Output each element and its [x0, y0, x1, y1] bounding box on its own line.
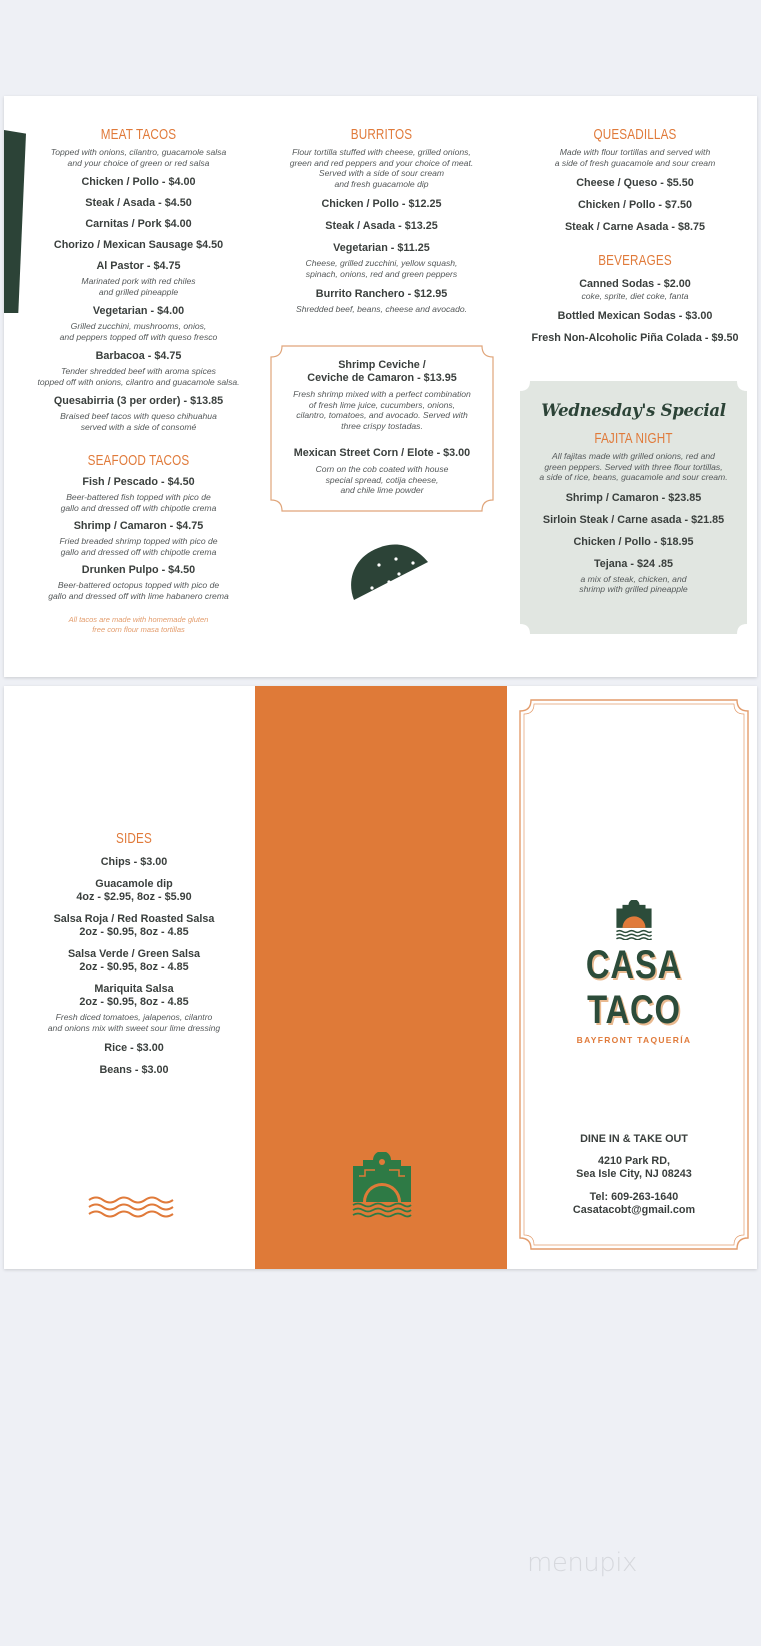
meat-tacos-list — [26, 176, 251, 432]
list-item — [26, 395, 251, 432]
item-name: Chicken / Pollo - $7.50 — [577, 199, 692, 211]
phone-number: Tel: 609-263-1640 — [589, 1190, 679, 1203]
brand-logo-icon — [615, 900, 653, 940]
item-name: Barbacoa - $4.75 — [95, 350, 182, 362]
item-name: 2oz - $0.95, 8oz - 4.85 — [79, 996, 189, 1008]
item-name: Cheese / Queso - $5.50 — [576, 177, 694, 189]
list-item — [516, 199, 754, 212]
sides-list — [24, 856, 244, 1077]
list-item — [24, 983, 244, 1033]
service-type: DINE IN & TAKE OUT — [580, 1133, 688, 1145]
item-description: Cheese, grilled zucchini, yellow squash, spinach, onions, red and green peppers — [305, 258, 458, 279]
orange-cover-panel — [255, 686, 507, 1269]
item-description: Beer-battered fish topped with pico de gallo and dressed off with chipotle crema — [60, 492, 217, 513]
item-name: Salsa Roja / Red Roasted Salsa — [53, 913, 215, 925]
email-address: Casatacobt@gmail.com — [572, 1204, 696, 1216]
item-name: Shrimp / Camaron - $23.85 — [565, 491, 702, 504]
menu-page-back — [4, 686, 757, 1269]
fajita-description: All fajitas made with grilled onions, red and green peppers. Served with three flour tortillas, a side of rice, beans, guacamole and sour cream. — [539, 451, 728, 482]
item-name: Rice - $3.00 — [104, 1042, 164, 1054]
item-name: Vegetarian - $4.00 — [92, 305, 185, 317]
item-description: Marinated pork with red chiles and grilled pineapple — [81, 276, 196, 297]
list-item — [26, 260, 251, 297]
meat-tacos-description: Topped with onions, cilantro, guacamole salsa and your choice of green or red salsa — [50, 147, 227, 168]
list-item — [26, 176, 251, 189]
item-description: Shredded beef, beans, cheese and avocado. — [295, 304, 468, 314]
list-item — [26, 239, 251, 252]
quesadillas-heading: QUESADILLAS — [593, 126, 677, 143]
item-name: Tejana - $24 .85 — [593, 557, 674, 570]
beverages-heading: BEVERAGES — [598, 252, 672, 269]
seafood-tacos-list — [26, 476, 251, 601]
item-name: Beans - $3.00 — [99, 1064, 169, 1076]
item-name: Salsa Verde / Green Salsa — [67, 948, 201, 960]
item-name: Steak / Asada - $4.50 — [85, 197, 192, 209]
quesadillas-list — [516, 177, 754, 234]
meat-tacos-section — [26, 126, 251, 635]
list-item — [269, 242, 494, 279]
burritos-list — [269, 198, 494, 315]
beverages-list — [516, 278, 754, 345]
sides-section — [24, 830, 244, 1077]
item-name: Quesabirria (3 per order) - $13.85 — [53, 395, 224, 407]
wednesday-special-box — [520, 381, 747, 634]
list-item — [526, 536, 741, 549]
item-name: Chicken / Pollo - $18.95 — [573, 535, 694, 548]
address-line-1: 4210 Park RD, — [597, 1154, 671, 1167]
brand-tagline: BAYFRONT TAQUERÍA — [576, 1035, 692, 1045]
list-item — [24, 856, 244, 869]
taqueria-logo-icon — [351, 1152, 413, 1218]
burritos-description: Flour tortilla stuffed with cheese, grilled onions, green and red peppers and your choice of meat. Served with a side of sour cream and fresh guacamole dip — [289, 147, 474, 189]
brand-block — [519, 943, 749, 1045]
item-name: Sirloin Steak / Carne asada - $21.85 — [542, 513, 725, 526]
fajita-list — [526, 492, 741, 595]
item-name: Chorizo / Mexican Sausage $4.50 — [53, 239, 224, 251]
item-description: Beer-battered octopus topped with pico de gallo and dressed off with lime habanero crema — [48, 580, 229, 601]
contact-info — [519, 1133, 749, 1218]
waves-icon — [87, 1195, 177, 1219]
list-item — [24, 1064, 244, 1077]
address-line-2: Sea Isle City, NJ 08243 — [576, 1168, 692, 1180]
list-item — [24, 878, 244, 904]
item-name: Canned Sodas - $2.00 — [579, 278, 691, 290]
list-item — [26, 476, 251, 513]
item-name: 2oz - $0.95, 8oz - 4.85 — [79, 961, 189, 973]
list-item: Shrimp Ceviche / Ceviche de Camaron - $13.95 Fresh shrimp mixed with a perfect combination of fresh lime juice, cucumbers, onions, cilantro, tomatoes, and avocado. Served with three crispy tostadas. — [293, 359, 471, 431]
item-name: Steak / Asada - $13.25 — [325, 220, 438, 232]
list-item — [26, 564, 251, 601]
list-item — [516, 332, 754, 345]
item-description: Tender shredded beef with aroma spices topped off with onions, cilantro and guacamole salsa. — [37, 366, 240, 387]
list-item — [516, 310, 754, 323]
list-item — [526, 558, 741, 595]
decorative-green-stripe — [4, 130, 26, 313]
list-item — [516, 221, 754, 234]
item-name: Shrimp / Camaron - $4.75 — [73, 520, 204, 532]
list-item — [526, 492, 741, 505]
list-item — [26, 305, 251, 342]
item-name: Drunken Pulpo - $4.50 — [81, 564, 196, 576]
brand-contact-panel — [519, 699, 749, 1250]
item-name: Al Pastor - $4.75 — [96, 260, 181, 272]
sides-heading: SIDES — [116, 830, 152, 847]
item-name: Mariquita Salsa — [94, 983, 174, 995]
item-name: Vegetarian - $11.25 — [333, 242, 430, 254]
item-description: Grilled zucchini, mushrooms, onios, and peppers topped off with queso fresco — [59, 321, 218, 342]
item-name: Burrito Ranchero - $12.95 — [315, 288, 448, 300]
item-description: Braised beef tacos with queso chihuahua served with a side of consomé — [60, 411, 217, 432]
list-item — [24, 913, 244, 939]
item-name: Chicken / Pollo - $4.00 — [81, 176, 196, 188]
quesadillas-description: Made with flour tortillas and served with a side of fresh guacamole and sour cream — [554, 147, 716, 168]
item-name: Fish / Pescado - $4.50 — [82, 476, 195, 488]
item-name: Steak / Carne Asada - $8.75 — [564, 221, 706, 233]
list-item — [26, 350, 251, 387]
list-item — [26, 197, 251, 210]
taco-illustration-icon — [344, 540, 430, 606]
quesadillas-section — [516, 126, 754, 345]
list-item — [269, 288, 494, 315]
item-name: Chicken / Pollo - $12.25 — [321, 198, 442, 210]
tortilla-note: All tacos are made with homemade gluten free corn flour masa tortillas — [68, 615, 209, 634]
seafood-tacos-heading: SEAFOOD TACOS — [87, 452, 190, 469]
brand-name: CASA TACO — [585, 943, 683, 1032]
list-item — [269, 220, 494, 233]
list-item — [24, 1042, 244, 1055]
item-description: a mix of steak, chicken, and shrimp with grilled pineapple — [579, 573, 688, 594]
list-item — [526, 514, 741, 527]
item-subtitle: coke, sprite, diet coke, fanta — [581, 291, 689, 301]
menu-page-front — [4, 96, 757, 677]
list-item — [516, 177, 754, 190]
list-item — [26, 520, 251, 557]
meat-tacos-heading: MEAT TACOS — [100, 126, 177, 143]
item-description: Fresh diced tomatoes, jalapenos, cilantro and onions mix with sweet sour lime dressing — [47, 1012, 221, 1033]
item-name: Carnitas / Pork $4.00 — [85, 218, 192, 230]
burritos-heading: BURRITOS — [350, 126, 413, 143]
list-item — [26, 218, 251, 231]
specialties-box — [270, 345, 494, 512]
specialties-list — [278, 359, 486, 496]
item-name: Fresh Non-Alcoholic Piña Colada - $9.50 — [531, 332, 739, 344]
item-name: Chips - $3.00 — [100, 856, 168, 868]
watermark-logo: menupix — [527, 1548, 637, 1578]
special-script-title: Wednesday's Special — [541, 401, 726, 420]
item-name: Guacamole dip — [95, 878, 173, 890]
list-item — [269, 198, 494, 211]
burritos-section — [269, 126, 494, 315]
fajita-night-heading: FAJITA NIGHT — [594, 430, 673, 447]
item-name: 4oz - $2.95, 8oz - $5.90 — [76, 891, 192, 903]
list-item — [516, 278, 754, 301]
item-name: Bottled Mexican Sodas - $3.00 — [557, 310, 713, 322]
list-item: Mexican Street Corn / Elote - $3.00 Corn on the cob coated with house special spread, cotija cheese, and chile lime powder — [293, 447, 471, 495]
list-item — [24, 948, 244, 974]
item-description: Fried breaded shrimp topped with pico de gallo and dressed off with chipotle crema — [59, 536, 218, 557]
item-name: 2oz - $0.95, 8oz - 4.85 — [79, 926, 189, 938]
